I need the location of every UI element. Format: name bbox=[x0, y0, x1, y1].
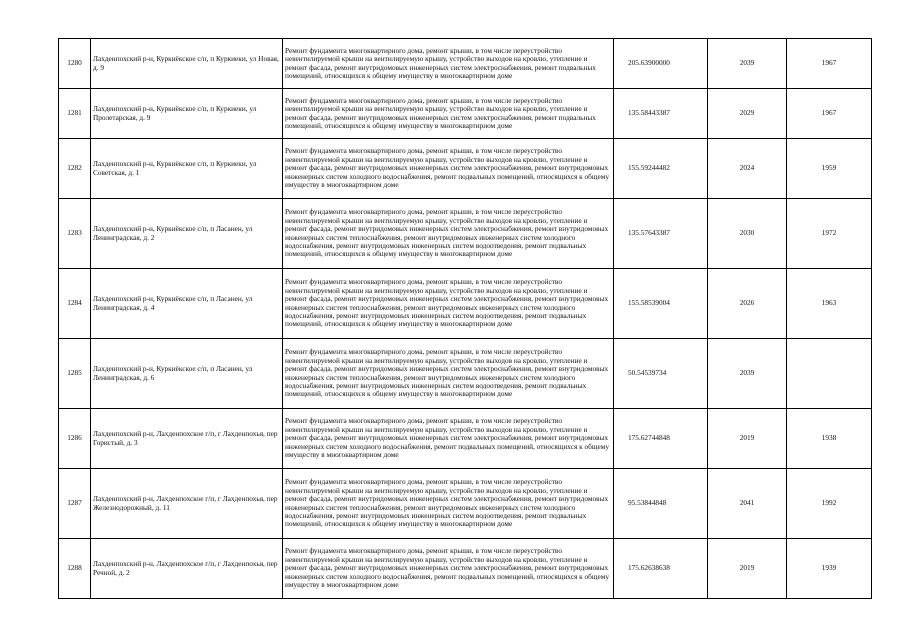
build-year-cell: 1938 bbox=[787, 409, 872, 469]
row-number-cell: 1282 bbox=[59, 139, 91, 199]
build-year-cell: 1963 bbox=[787, 269, 872, 339]
works-cell: Ремонт фундамента многоквартирного дома, ремонт крыши, в том числе переустройство невентилируемой крыши на вентилируемую крышу, устройство выходов на кровлю, утепление и ремонт фасада, ремонт внутридомовых инженерных систем электроснабжения, ремонт внутридомовых инженерных систем холодного водоснабжения, ремонт подвальных помещений, относящихся к общему имуществу в многоквартирном доме bbox=[283, 539, 614, 599]
table-row bbox=[59, 89, 872, 139]
cost-cell: 155.58539004 bbox=[614, 269, 708, 339]
cost-cell: 175.62638638 bbox=[614, 539, 708, 599]
address-cell: Лахденпохский р-н, Куркиёкское с/п, п Куркиеки, ул Новая, д. 9 bbox=[91, 39, 283, 89]
build-year-cell: 1992 bbox=[787, 469, 872, 539]
cost-cell: 95.53844848 bbox=[614, 469, 708, 539]
planned-year-cell: 2029 bbox=[708, 89, 787, 139]
build-year-cell: 1959 bbox=[787, 139, 872, 199]
address-cell: Лахденпохский р-н, Куркиёкское с/п, п Куркиеки, ул Пролетарская, д. 9 bbox=[91, 89, 283, 139]
row-number-cell: 1285 bbox=[59, 339, 91, 409]
works-cell: Ремонт фундамента многоквартирного дома, ремонт крыши, в том числе переустройство невентилируемой крыши на вентилируемую крышу, устройство выходов на кровлю, утепление и ремонт фасада, ремонт внутридомовых инженерных систем электроснабжения, ремонт внутридомовых инженерных систем холодного водоснабжения, ремонт подвальных помещений, относящихся к общему имуществу в многоквартирном доме bbox=[283, 139, 614, 199]
row-number-cell: 1281 bbox=[59, 89, 91, 139]
build-year-cell: 1967 bbox=[787, 39, 872, 89]
table-body bbox=[59, 39, 872, 599]
build-year-cell: 1972 bbox=[787, 199, 872, 269]
table-row bbox=[59, 199, 872, 269]
row-number-cell: 1287 bbox=[59, 469, 91, 539]
row-number-cell: 1284 bbox=[59, 269, 91, 339]
row-number-cell: 1286 bbox=[59, 409, 91, 469]
row-number-cell: 1280 bbox=[59, 39, 91, 89]
table-row bbox=[59, 269, 872, 339]
planned-year-cell: 2026 bbox=[708, 269, 787, 339]
cost-cell: 175.62744848 bbox=[614, 409, 708, 469]
works-cell: Ремонт фундамента многоквартирного дома, ремонт крыши, в том числе переустройство невентилируемой крыши на вентилируемую крышу, устройство выходов на кровлю, утепление и ремонт фасада, ремонт внутридомовых инженерных систем электроснабжения, ремонт внутридомовых инженерных систем теплоснабжения, ремонт внутридомовых инженерных систем холодного водоснабжения, ремонт внутридомовых инженерных систем водоотведения, ремонт подвальных помещений, относящихся к общему имуществу в многоквартирном доме bbox=[283, 469, 614, 539]
cost-cell: 155.59244482 bbox=[614, 139, 708, 199]
planned-year-cell: 2019 bbox=[708, 409, 787, 469]
table-row bbox=[59, 409, 872, 469]
cost-cell: 205.63900000 bbox=[614, 39, 708, 89]
build-year-cell bbox=[787, 339, 872, 409]
works-cell: Ремонт фундамента многоквартирного дома, ремонт крыши, в том числе переустройство невентилируемой крыши на вентилируемую крышу, устройство выходов на кровлю, утепление и ремонт фасада, ремонт внутридомовых инженерных систем электроснабжения, ремонт внутридомовых инженерных систем теплоснабжения, ремонт внутридомовых инженерных систем холодного водоснабжения, ремонт внутридомовых инженерных систем водоотведения, ремонт подвальных помещений, относящихся к общему имуществу в многоквартирном доме bbox=[283, 199, 614, 269]
table-row bbox=[59, 469, 872, 539]
planned-year-cell: 2019 bbox=[708, 539, 787, 599]
cost-cell: 50.54539734 bbox=[614, 339, 708, 409]
address-cell: Лахденпохский р-н, Куркиёкское с/п, п Ласанен, ул Ленинградская, д. 4 bbox=[91, 269, 283, 339]
planned-year-cell: 2039 bbox=[708, 39, 787, 89]
build-year-cell: 1939 bbox=[787, 539, 872, 599]
works-cell: Ремонт фундамента многоквартирного дома, ремонт крыши, в том числе переустройство невентилируемой крыши на вентилируемую крышу, устройство выходов на кровлю, утепление и ремонт фасада, ремонт внутридомовых инженерных систем электроснабжения, ремонт внутридомовых инженерных систем холодного водоснабжения, ремонт подвальных помещений, относящихся к общему имуществу в многоквартирном доме bbox=[283, 409, 614, 469]
address-cell: Лахденпохский р-н, Куркиёкское с/п, п Ласанен, ул Ленинградская, д. 2 bbox=[91, 199, 283, 269]
table-row bbox=[59, 539, 872, 599]
cost-cell: 135.58443387 bbox=[614, 89, 708, 139]
table-row bbox=[59, 339, 872, 409]
table-row bbox=[59, 39, 872, 89]
planned-year-cell: 2039 bbox=[708, 339, 787, 409]
address-cell: Лахденпохский р-н, Лахденпохское г/п, г Лахденпохья, пер Железнодорожный, д. 11 bbox=[91, 469, 283, 539]
works-cell: Ремонт фундамента многоквартирного дома, ремонт крыши, в том числе переустройство невентилируемой крыши на вентилируемую крышу, устройство выходов на кровлю, утепление и ремонт фасада, ремонт внутридомовых инженерных систем электроснабжения, ремонт внутридомовых инженерных систем теплоснабжения, ремонт внутридомовых инженерных систем холодного водоснабжения, ремонт внутридомовых инженерных систем водоотведения, ремонт подвальных помещений, относящихся к общему имуществу в многоквартирном доме bbox=[283, 269, 614, 339]
build-year-cell: 1967 bbox=[787, 89, 872, 139]
cost-cell: 135.57643387 bbox=[614, 199, 708, 269]
planned-year-cell: 2030 bbox=[708, 199, 787, 269]
works-cell: Ремонт фундамента многоквартирного дома, ремонт крыши, в том числе переустройство невентилируемой крыши на вентилируемую крышу, устройство выходов на кровлю, утепление и ремонт фасада, ремонт внутридомовых инженерных систем электроснабжения, ремонт подвальных помещений, относящихся к общему имуществу в многоквартирном доме bbox=[283, 39, 614, 89]
planned-year-cell: 2024 bbox=[708, 139, 787, 199]
works-cell: Ремонт фундамента многоквартирного дома, ремонт крыши, в том числе переустройство невентилируемой крыши на вентилируемую крышу, устройство выходов на кровлю, утепление и ремонт фасада, ремонт внутридомовых инженерных систем электроснабжения, ремонт внутридомовых инженерных систем теплоснабжения, ремонт внутридомовых инженерных систем холодного водоснабжения, ремонт внутридомовых инженерных систем водоотведения, ремонт подвальных помещений, относящихся к общему имуществу в многоквартирном доме bbox=[283, 339, 614, 409]
address-cell: Лахденпохский р-н, Лахденпохское г/п, г Лахденпохья, пер Гористый, д. 3 bbox=[91, 409, 283, 469]
address-cell: Лахденпохский р-н, Лахденпохское г/п, г Лахденпохья, пер Речной, д. 2 bbox=[91, 539, 283, 599]
repair-program-table bbox=[58, 38, 872, 599]
works-cell: Ремонт фундамента многоквартирного дома, ремонт крыши, в том числе переустройство невентилируемой крыши на вентилируемую крышу, устройство выходов на кровлю, утепление и ремонт фасада, ремонт внутридомовых инженерных систем электроснабжения, ремонт подвальных помещений, относящихся к общему имуществу в многоквартирном доме bbox=[283, 89, 614, 139]
address-cell: Лахденпохский р-н, Куркиёкское с/п, п Ласанен, ул Ленинградская, д. 6 bbox=[91, 339, 283, 409]
table-row bbox=[59, 139, 872, 199]
row-number-cell: 1283 bbox=[59, 199, 91, 269]
address-cell: Лахденпохский р-н, Куркиёкское с/п, п Куркиеки, ул Советская, д. 1 bbox=[91, 139, 283, 199]
planned-year-cell: 2041 bbox=[708, 469, 787, 539]
row-number-cell: 1288 bbox=[59, 539, 91, 599]
